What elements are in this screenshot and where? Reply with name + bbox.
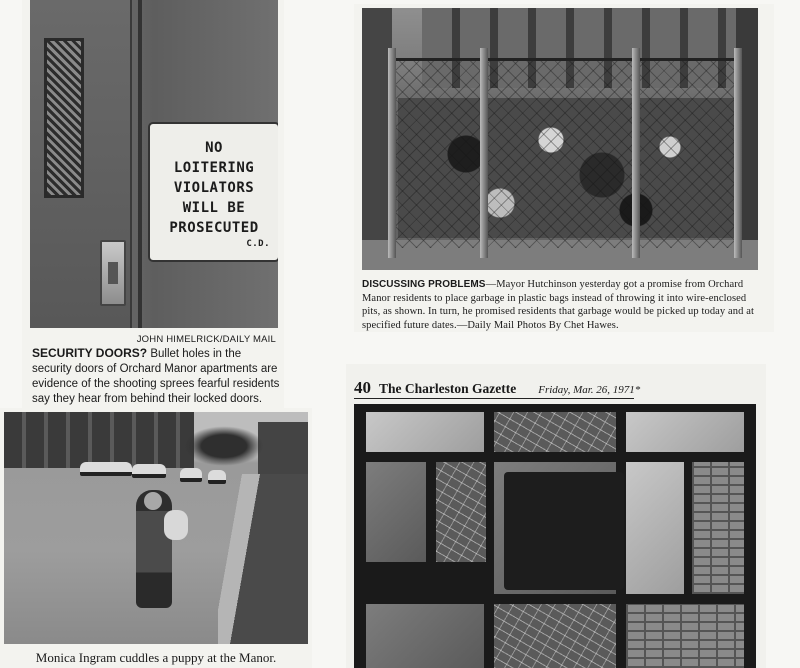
caption-monica: Monica Ingram cuddles a puppy at the Manor. bbox=[35, 650, 277, 665]
sign-line: VIOLATORS bbox=[173, 180, 255, 196]
sign-line: LOITERING bbox=[173, 160, 255, 176]
sidewalk bbox=[218, 474, 308, 644]
row-houses bbox=[4, 412, 194, 468]
clipping-security-doors bbox=[22, 0, 284, 408]
caption-security-doors bbox=[32, 346, 280, 407]
fence-post bbox=[632, 48, 640, 258]
broken-window-photo bbox=[354, 404, 756, 668]
page-number: 40 bbox=[354, 378, 371, 397]
caption-discussing-problems bbox=[362, 278, 766, 332]
caption-body: —Mayor Hutchinson yesterday got a promise from Orchard Manor residents to place garbage in plastic bags instead of throwing it into wire-enclosed pits, as shown. In turn, he promised residents that garbage would be picked up today and at specified future dates.—Daily Mail Photos By Chet Hawes. bbox=[362, 279, 754, 331]
caption-lead: DISCUSSING PROBLEMS bbox=[362, 279, 486, 290]
sign-mark: C.D. bbox=[246, 239, 270, 249]
window-pane bbox=[626, 412, 744, 452]
fence-post bbox=[480, 48, 488, 258]
clipping-discussing-problems bbox=[354, 4, 774, 332]
broken-glass-hole bbox=[504, 472, 624, 590]
caption-lead: SECURITY DOORS? bbox=[32, 346, 148, 360]
puppy bbox=[164, 510, 188, 540]
window-pane bbox=[494, 604, 616, 668]
door-window bbox=[44, 38, 84, 198]
parked-car bbox=[80, 462, 132, 476]
fence-post bbox=[734, 48, 742, 258]
paper-name: The Charleston Gazette bbox=[379, 381, 517, 396]
sign-line: NO bbox=[205, 140, 223, 156]
window-pane bbox=[366, 604, 484, 668]
parked-car bbox=[180, 468, 202, 482]
masthead bbox=[354, 378, 640, 398]
window-pane bbox=[626, 462, 684, 594]
trees bbox=[184, 426, 264, 466]
window-pane bbox=[366, 412, 484, 452]
fence-post bbox=[388, 48, 396, 258]
photo-credit: JOHN HIMELRICK/DAILY MAIL bbox=[136, 334, 276, 345]
street-photo bbox=[4, 412, 308, 644]
door-photo bbox=[30, 0, 278, 328]
no-loitering-sign bbox=[148, 122, 278, 262]
clipping-monica bbox=[0, 408, 312, 668]
brick-wall bbox=[692, 462, 744, 594]
window-pane bbox=[494, 412, 616, 452]
caption-body: Bullet holes in the security doors of Orchard Manor apartments are evidence of the shooting sprees fearful residents say they hear from behind their locked doors. bbox=[32, 348, 280, 405]
paper-date: Friday, Mar. 26, 1971* bbox=[538, 384, 641, 396]
window-pane bbox=[366, 462, 426, 562]
parked-car bbox=[132, 464, 166, 478]
chain-link-fence bbox=[388, 58, 742, 248]
garbage-fence-photo bbox=[362, 8, 758, 270]
brick-wall bbox=[626, 604, 744, 668]
sign-line: WILL BE bbox=[182, 200, 246, 216]
door-lock bbox=[100, 240, 126, 306]
clipping-gazette bbox=[346, 364, 766, 668]
window-pane bbox=[436, 462, 486, 562]
sign-line: PROSECUTED bbox=[169, 220, 259, 236]
